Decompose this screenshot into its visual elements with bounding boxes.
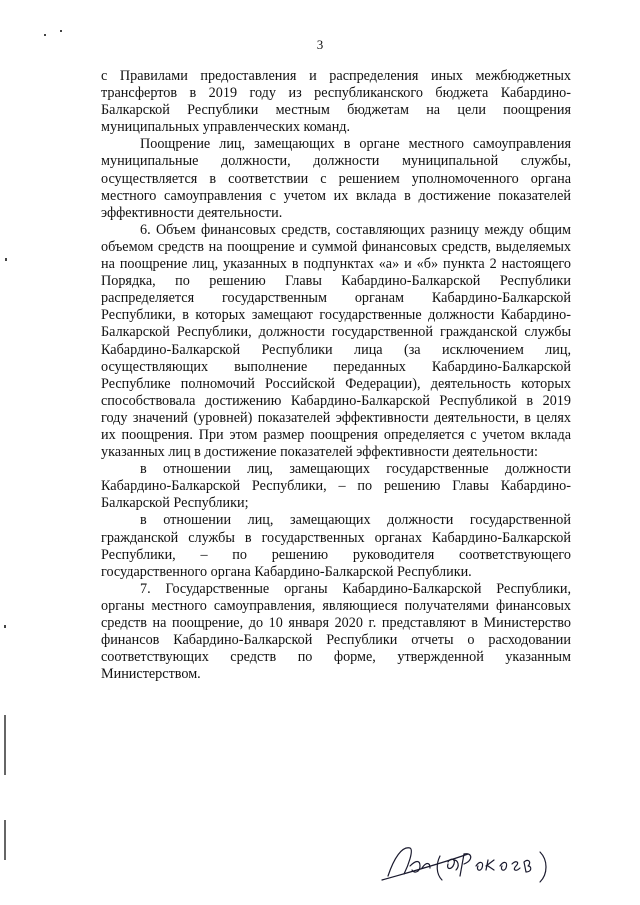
signature-stroke (512, 862, 520, 870)
signature-stroke (486, 860, 494, 870)
document-body (101, 68, 571, 683)
binding-edge-mark (4, 820, 6, 860)
signature-stroke (448, 859, 459, 870)
paragraph-continuation: с Правилами предоставления и распределения иных межбюджетных трансфертов в 2019 году из республиканского бюджета Кабардино-Балкарской Республики местным бюджетам на цели поощрения муниципальных управленческих команд. (101, 68, 571, 136)
paragraph-item-6: 6. Объем финансовых средств, составляющих разницу между общим объемом средств на поощрение и суммой финансовых средств, выделяемых на поощрение лиц, указанных в подпунктах «а» и «б» пункта 2 настоящего Порядка, по решению Главы Кабардино-Балкарской Республики распределяется государственным органам Кабардино-Балкарской Республики, в которых замещают государственные должности Кабардино-Балкарской Республики, должности государственной гражданской службы Кабардино-Балкарской Республики лица (за исключением лиц, осуществляющих выполнение переданных Кабардино-Балкарской Республике полномочий Российской Федерации), деятельность которых способствовала достижению Кабардино-Балкарской Республикой в 2019 году значений (уровней) показателей эффективности деятельности, в целях их поощрения. При этом размер поощрения определяется с учетом вклада указанных лиц в достижение показателей эффективности деятельности: (101, 221, 571, 461)
signature-stroke (500, 862, 507, 870)
signature-stroke (540, 852, 546, 882)
signature-stroke (460, 854, 464, 876)
page-number: 3 (316, 37, 324, 52)
signature-stroke (476, 862, 483, 870)
signature-stroke (382, 854, 468, 880)
signature-stroke (524, 860, 531, 872)
margin-speck (5, 258, 7, 261)
signature-drawing (380, 836, 560, 896)
signature-stroke (388, 848, 411, 876)
paragraph-municipal-incentive: Поощрение лиц, замещающих в органе местного самоуправления муниципальные должности, должности муниципальной службы, осуществляется в соответствии с решением уполномоченного органа местного самоуправления с учетом их вклада в достижение показателей эффективности деятельности. (101, 136, 571, 221)
margin-speck (4, 625, 6, 628)
paragraph-item-6-civil-service: в отношении лиц, замещающих должности государственной гражданской службы в государственных органах Кабардино-Балкарской Республики, – по решению руководителя соответствующего государственного органа Кабардино-Балкарской Республики. (101, 512, 571, 580)
margin-speck (44, 34, 46, 36)
margin-speck (60, 30, 62, 32)
binding-edge-mark (4, 715, 6, 775)
paragraph-item-7: 7. Государственные органы Кабардино-Балкарской Республики, органы местного самоуправления, являющиеся получателями финансовых средств на поощрение, до 10 января 2020 г. представляют в Министерство финансов Кабардино-Балкарской Республики отчеты о расходовании соответствующих средств по форме, утвержденной указанным Министерством. (101, 580, 571, 683)
signature-stroke (437, 856, 442, 880)
handwritten-signature (380, 836, 560, 896)
paragraph-item-6-state-positions: в отношении лиц, замещающих государственные должности Кабардино-Балкарской Республики, – по решению Главы Кабардино-Балкарской Республики; (101, 461, 571, 512)
